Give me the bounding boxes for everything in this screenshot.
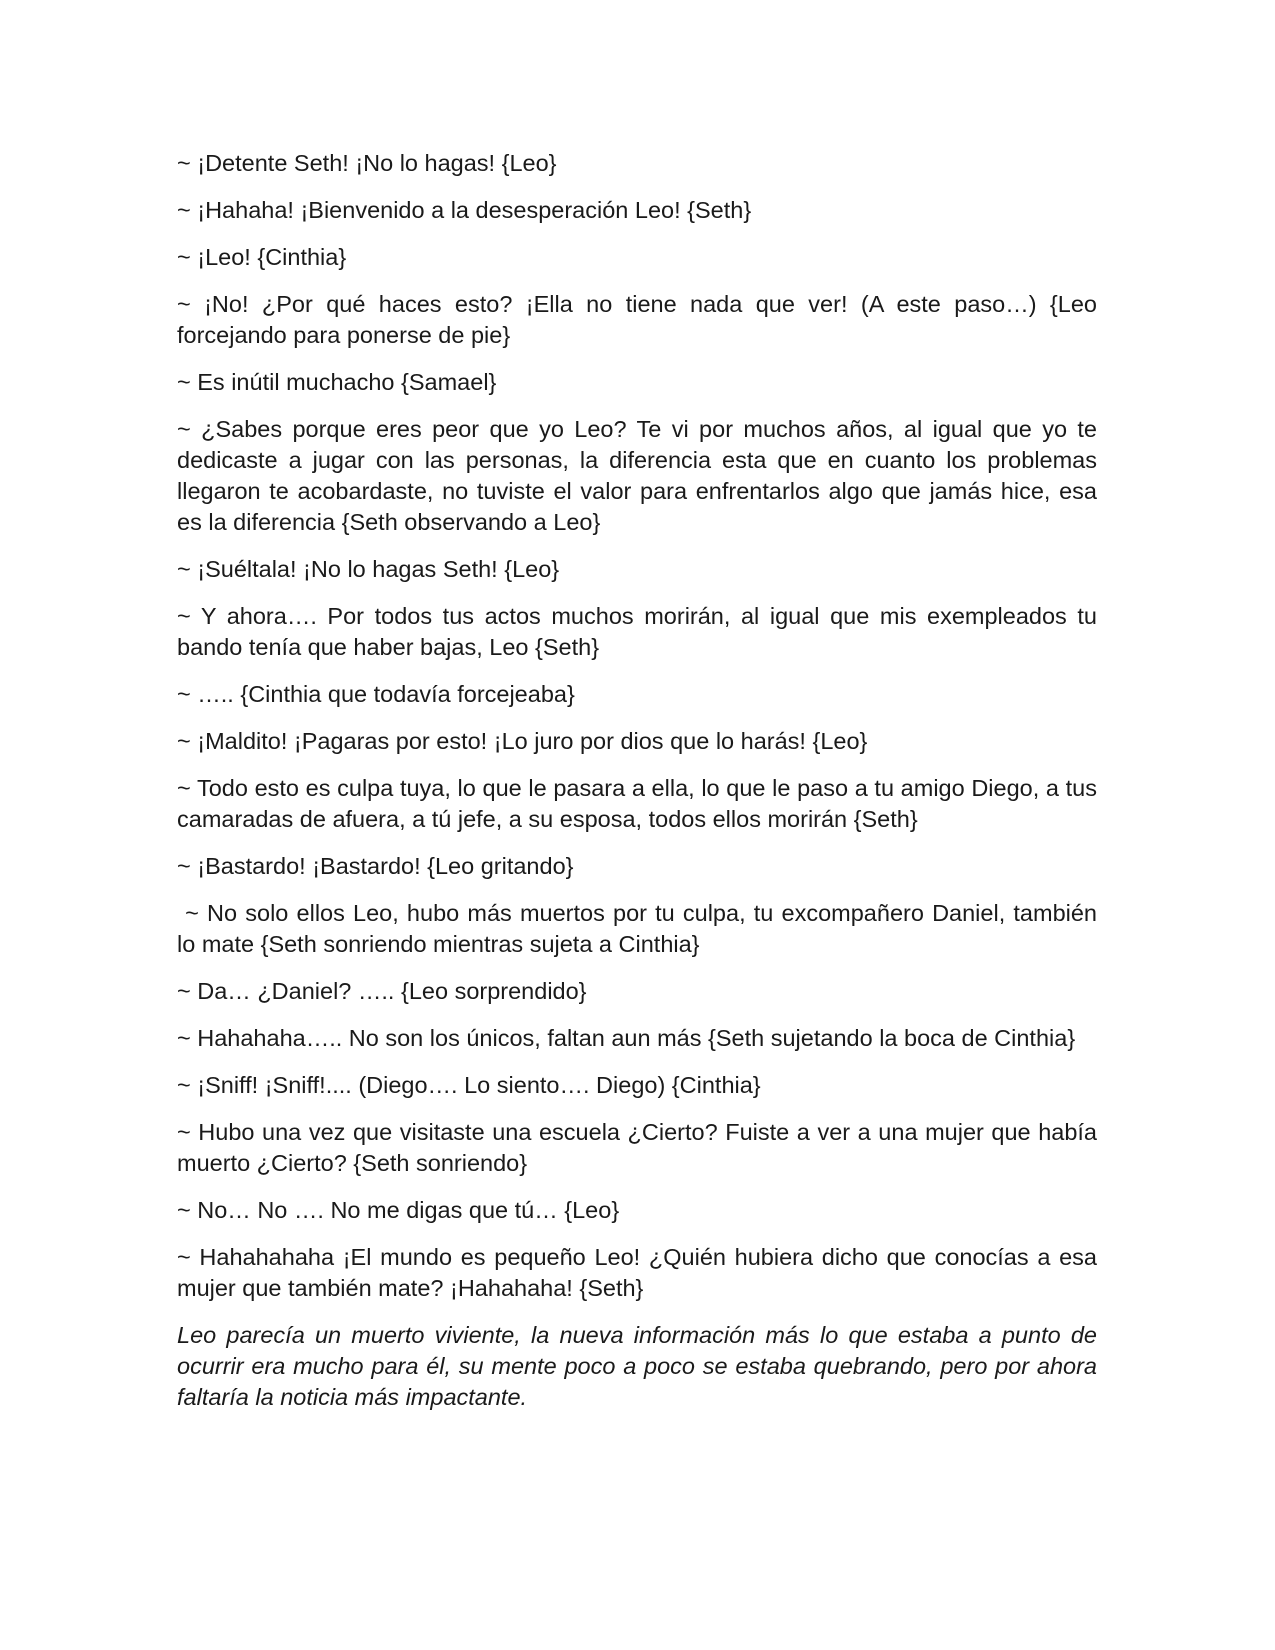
dialogue-line: ~ Y ahora…. Por todos tus actos muchos morirán, al igual que mis exempleados tu bando tenía que haber bajas, Leo {Seth} bbox=[177, 603, 1104, 660]
dialogue-line: ~ Es inútil muchacho {Samael} bbox=[177, 369, 497, 395]
dialogue-line: ~ ¡No! ¿Por qué haces esto? ¡Ella no tiene nada que ver! (A este paso…) {Leo forcejando para ponerse de pie} bbox=[177, 291, 1104, 348]
dialogue-line: ~ ¡Bastardo! ¡Bastardo! {Leo gritando} bbox=[177, 853, 574, 879]
dialogue-line: ~ ¡Detente Seth! ¡No lo hagas! {Leo} bbox=[177, 150, 557, 176]
document-page bbox=[177, 148, 1104, 1429]
dialogue-line: ~ ¡Hahaha! ¡Bienvenido a la desesperación Leo! {Seth} bbox=[177, 197, 752, 223]
dialogue-line: ~ ¿Sabes porque eres peor que yo Leo? Te vi por muchos años, al igual que yo te dedicaste a jugar con las personas, la diferencia esta que en cuanto los problemas llegaron te acobardaste, no tuviste el valor para enfrentarlos algo que jamás hice, esa es la diferencia {Seth observando a Leo} bbox=[177, 416, 1104, 535]
dialogue-line: ~ No… No …. No me digas que tú… {Leo} bbox=[177, 1197, 620, 1223]
dialogue-line: ~ ¡Maldito! ¡Pagaras por esto! ¡Lo juro por dios que lo harás! {Leo} bbox=[177, 728, 868, 754]
dialogue-line: ~ Hubo una vez que visitaste una escuela ¿Cierto? Fuiste a ver a una mujer que había muerto ¿Cierto? {Seth sonriendo} bbox=[177, 1119, 1104, 1176]
dialogue-line: ~ ¡Leo! {Cinthia} bbox=[177, 244, 347, 270]
dialogue-line: ~ ¡Suéltala! ¡No lo hagas Seth! {Leo} bbox=[177, 556, 560, 582]
dialogue-line: ~ ¡Sniff! ¡Sniff!.... (Diego…. Lo siento…. Diego) {Cinthia} bbox=[177, 1072, 761, 1098]
dialogue-line: ~ Hahahaha….. No son los únicos, faltan aun más {Seth sujetando la boca de Cinthia} bbox=[177, 1025, 1076, 1051]
narration-paragraph: Leo parecía un muerto viviente, la nueva información más lo que estaba a punto de ocurrir era mucho para él, su mente poco a poco se estaba quebrando, pero por ahora faltaría la noticia más impactante. bbox=[177, 1322, 1104, 1410]
dialogue-line: ~ Todo esto es culpa tuya, lo que le pasara a ella, lo que le paso a tu amigo Diego, a tus camaradas de afuera, a tú jefe, a su esposa, todos ellos morirán {Seth} bbox=[177, 775, 1104, 832]
dialogue-line: ~ No solo ellos Leo, hubo más muertos por tu culpa, tu excompañero Daniel, también lo mate {Seth sonriendo mientras sujeta a Cinthia} bbox=[177, 900, 1104, 957]
dialogue-line: ~ Da… ¿Daniel? ….. {Leo sorprendido} bbox=[177, 978, 587, 1004]
dialogue-line: ~ Hahahahaha ¡El mundo es pequeño Leo! ¿Quién hubiera dicho que conocías a esa mujer que también mate? ¡Hahahaha! {Seth} bbox=[177, 1244, 1104, 1301]
dialogue-line: ~ ….. {Cinthia que todavía forcejeaba} bbox=[177, 681, 575, 707]
